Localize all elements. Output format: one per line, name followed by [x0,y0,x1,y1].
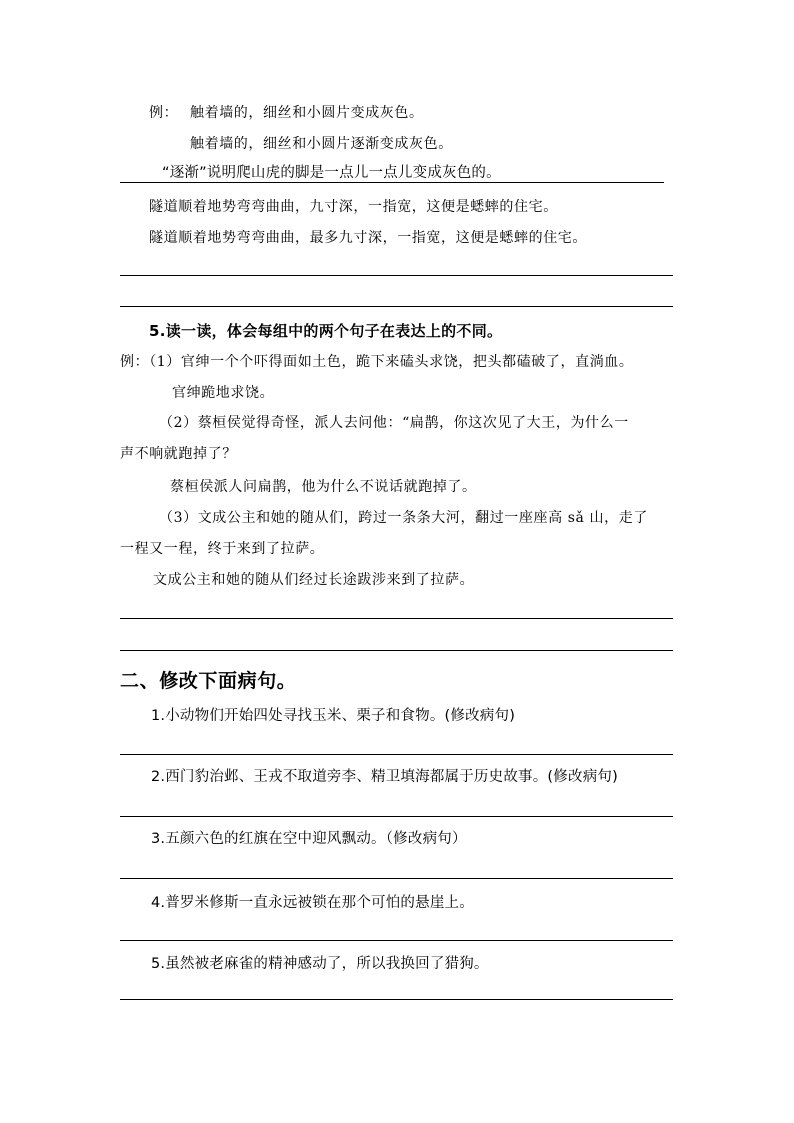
item3-sentence-b: 文成公主和她的随从们经过长途跋涉来到了拉萨。 [153,572,475,588]
answer-line[interactable] [120,754,673,755]
correction-item-3: 3.五颜六色的红旗在空中迎风飘动。（修改病句） [151,831,467,847]
example-sentence-revised: 触着墙的，细丝和小圆片逐渐变成灰色。 [190,136,453,152]
answer-line[interactable] [120,618,673,619]
item1-sentence-b: 官绅跪地求饶。 [172,385,275,401]
answer-line[interactable] [120,816,673,817]
exercise-sentence-original: 隧道顺着地势弯弯曲曲，九寸深，一指宽，这便是蟋蟀的住宅。 [149,199,558,215]
correction-item-5: 5.虽然被老麻雀的精神感动了，所以我换回了猎狗。 [151,956,489,972]
answer-line[interactable] [120,275,673,276]
answer-line[interactable] [120,940,673,941]
part2-heading: 二、修改下面病句。 [120,670,297,692]
correction-item-2: 2.西门豹治邺、王戎不取道旁李、精卫填海都属于历史故事。(修改病句) [151,769,618,785]
answer-line[interactable] [120,999,673,1000]
section5-title: 5.读一读，体会每组中的两个句子在表达上的不同。 [149,322,503,340]
example-explanation: “逐渐”说明爬山虎的脚是一点儿一点儿变成灰色的。 [162,165,501,181]
answer-line[interactable] [120,306,673,307]
item3-sentence-a-cont: 一程又一程，终于来到了拉萨。 [120,541,325,557]
item1-sentence-a: 例：（1）官绅一个个吓得面如土色，跪下来磕头求饶，把头都磕破了，直淌血。 [120,354,634,370]
answer-line[interactable] [120,878,673,879]
answer-line[interactable] [120,650,673,651]
example-label: 例： [149,105,179,121]
item2-sentence-b: 蔡桓侯派人问扁鹊，他为什么不说话就跑掉了。 [170,479,477,495]
correction-item-4: 4.普罗米修斯一直永远被锁在那个可怕的悬崖上。 [151,895,474,911]
example-sentence-original: 触着墙的，细丝和小圆片变成灰色。 [190,105,424,121]
example-underline [120,182,664,183]
item2-sentence-a-cont: 声不响就跑掉了？ [120,446,237,462]
item3-sentence-a: （3）文成公主和她的随从们，跨过一条条大河，翻过一座座高 sǎ 山，走了 [159,510,648,526]
correction-item-1: 1.小动物们开始四处寻找玉米、栗子和食物。(修改病句) [151,708,516,724]
item2-sentence-a: （2）蔡桓侯觉得奇怪，派人去问他：“扁鹊，你这次见了大王，为什么一 [159,415,629,431]
exercise-sentence-revised: 隧道顺着地势弯弯曲曲，最多九寸深，一指宽，这便是蟋蟀的住宅。 [149,230,587,246]
